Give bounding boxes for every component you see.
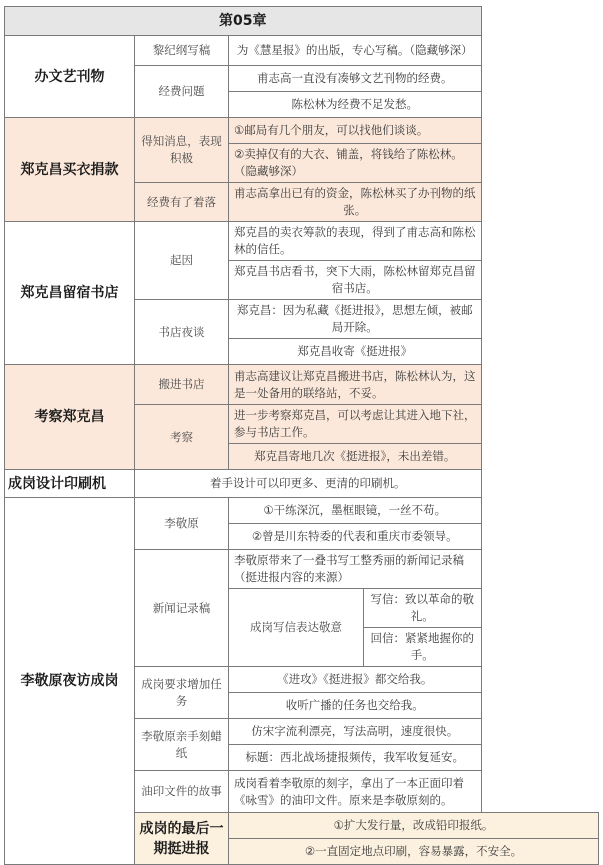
detail-row: 甫志高建议让郑克昌搬进书店，陈松林认为，这是一处备用的联络站，不妥。 xyxy=(229,365,482,405)
detail-row: ②一直固定地点印刷，容易暴露，不安全。 xyxy=(229,839,599,865)
section-title: 李敬原夜访成岗 xyxy=(5,498,135,865)
detail-row: 郑克昌：因为私藏《挺进报》，思想左倾，被邮局开除。 xyxy=(229,300,482,339)
detail-row: 郑克昌书店看书，突下大雨，陈松林留郑克昌留宿书店。 xyxy=(229,261,482,300)
subtopic: 黎纪纲写稿 xyxy=(135,36,229,66)
detail-row: 仿宋字流利漂亮，写法高明，速度很快。 xyxy=(229,719,482,745)
detail-row: 成岗看着李敬原的刻字，拿出了一本正面印着《咏雪》的油印文件。原来是李敬原刻的。 xyxy=(229,771,482,813)
detail-row: 为《慧星报》的出版，专心写稿。（隐藏够深） xyxy=(229,36,482,66)
section-title: 成岗的最后一期挺进报 xyxy=(135,813,229,865)
section-title: 郑克昌买衣捐款 xyxy=(5,118,135,222)
section-title: 郑克昌留宿书店 xyxy=(5,222,135,365)
detail-row: ①邮局有几个朋友，可以找他们谈谈。 xyxy=(229,118,482,144)
subtopic: 油印文件的故事 xyxy=(135,771,229,813)
subtopic: 成岗要求增加任务 xyxy=(135,667,229,719)
detail-row: 郑克昌收寄《挺进报》 xyxy=(229,339,482,365)
detail-row: 标题：西北战场捷报频传，我军收复延安。 xyxy=(229,745,482,771)
detail-row: 写信：致以革命的敬礼。 xyxy=(364,589,482,628)
chapter-title: 第05章 xyxy=(5,7,482,36)
subtopic: 起因 xyxy=(135,222,229,300)
subtopic: 成岗写信表达敬意 xyxy=(229,589,364,667)
detail-row: 收听广播的任务也交给我。 xyxy=(229,693,482,719)
detail-row: 郑克昌寄地几次《挺进报》，未出差错。 xyxy=(229,444,482,470)
detail-row: 李敬原带来了一叠书写工整秀丽的新闻记录稿（挺进报内容的来源） xyxy=(229,550,482,589)
detail-row: 《进攻》《挺进报》都交给我。 xyxy=(229,667,482,693)
detail-row: 着手设计可以印更多、更清的印刷机。 xyxy=(135,470,482,498)
detail-row: 甫志高拿出已有的资金，陈松林买了办刊物的纸张。 xyxy=(229,183,482,222)
detail-row: 进一步考察郑克昌，可以考虑让其进入地下社，参与书店工作。 xyxy=(229,405,482,444)
detail-row: 陈松林为经费不足发愁。 xyxy=(229,92,482,118)
detail-row: 回信：紧紧地握你的手。 xyxy=(364,628,482,667)
chapter-outline-table xyxy=(4,6,599,865)
section-title: 办文艺刊物 xyxy=(5,36,135,118)
subtopic: 经费有了着落 xyxy=(135,183,229,222)
detail-row: ①干练深沉，墨框眼镜，一丝不苟。 xyxy=(229,498,482,524)
detail-row: 郑克昌的卖衣筹款的表现，得到了甫志高和陈松林的信任。 xyxy=(229,222,482,261)
section-title: 考察郑克昌 xyxy=(5,365,135,470)
subtopic: 得知消息，表现积极 xyxy=(135,118,229,183)
detail-row: ①扩大发行量，改成铅印报纸。 xyxy=(229,813,599,839)
subtopic: 考察 xyxy=(135,405,229,470)
subtopic: 李敬原亲手刻蜡纸 xyxy=(135,719,229,771)
subtopic: 新闻记录稿 xyxy=(135,550,229,667)
detail-row: ②卖掉仅有的大衣、铺盖，将钱给了陈松林。（隐藏够深） xyxy=(229,144,482,183)
section-title: 成岗设计印刷机 xyxy=(5,470,135,498)
detail-row: 甫志高一直没有凑够文艺刊物的经费。 xyxy=(229,66,482,92)
subtopic: 李敬原 xyxy=(135,498,229,550)
subtopic: 搬进书店 xyxy=(135,365,229,405)
subtopic: 书店夜谈 xyxy=(135,300,229,365)
subtopic: 经费问题 xyxy=(135,66,229,118)
detail-row: ②曾是川东特委的代表和重庆市委领导。 xyxy=(229,524,482,550)
